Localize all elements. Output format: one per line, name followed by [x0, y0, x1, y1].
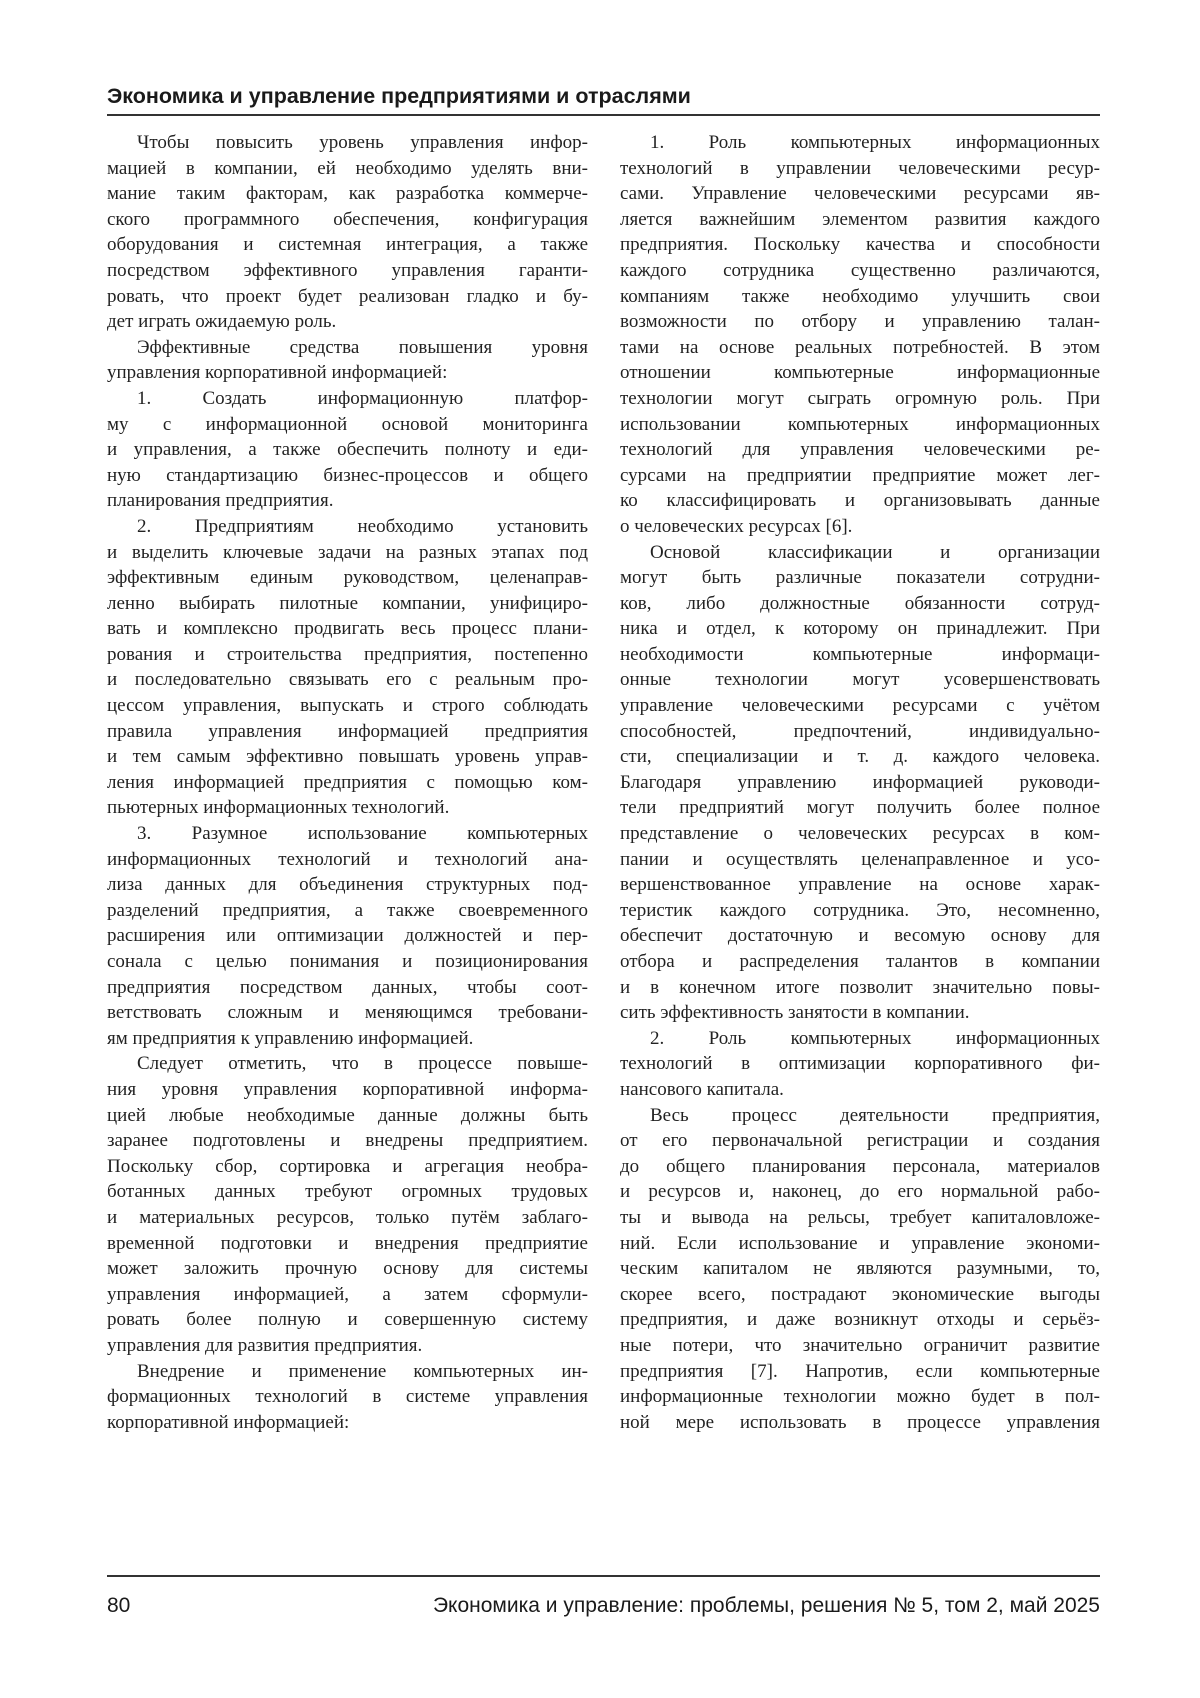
- text-line: вершенствованное управление на основе харак-: [620, 872, 1100, 898]
- text-line: ровать, что проект будет реализован гладко и бу-: [107, 284, 588, 310]
- text-line: ления информацией предприятия с помощью ком-: [107, 770, 588, 796]
- text-line: Чтобы повысить уровень управления инфор-: [107, 130, 588, 156]
- right-column: [620, 130, 1100, 1435]
- text-line: технологий для управления человеческими ре-: [620, 437, 1100, 463]
- text-line: сить эффективность занятости в компании.: [620, 1000, 1100, 1026]
- text-line: Внедрение и применение компьютерных ин-: [107, 1359, 588, 1385]
- paragraph: [620, 1103, 1100, 1436]
- text-line: и ресурсов и, наконец, до его нормальной рабо-: [620, 1179, 1100, 1205]
- text-line: от его первоначальной регистрации и создания: [620, 1128, 1100, 1154]
- paragraph: [107, 335, 588, 386]
- paragraph: [107, 1051, 588, 1358]
- text-line: технологий в оптимизации корпоративного фи-: [620, 1051, 1100, 1077]
- text-line: технологий в управлении человеческими ресур-: [620, 156, 1100, 182]
- text-line: ляется важнейшим элементом развития каждого: [620, 207, 1100, 233]
- text-line: управления корпоративной информацией:: [107, 360, 588, 386]
- text-line: 1. Роль компьютерных информационных: [620, 130, 1100, 156]
- text-line: ветствовать сложным и меняющимся требовани-: [107, 1000, 588, 1026]
- text-line: ботанных данных требуют огромных трудовых: [107, 1179, 588, 1205]
- text-line: сти, специализации и т. д. каждого человека.: [620, 744, 1100, 770]
- text-line: ко классифицировать и организовывать данные: [620, 488, 1100, 514]
- paragraph: [107, 1359, 588, 1436]
- text-line: вать и комплексно продвигать весь процесс плани-: [107, 616, 588, 642]
- text-line: ной мере использовать в процессе управления: [620, 1410, 1100, 1436]
- paragraph: [107, 514, 588, 821]
- text-line: необходимости компьютерные информаци-: [620, 642, 1100, 668]
- page-number: 80: [107, 1594, 130, 1618]
- text-line: заранее подготовлены и внедрены предприятием.: [107, 1128, 588, 1154]
- text-line: информационные технологии можно будет в пол-: [620, 1384, 1100, 1410]
- text-line: Следует отметить, что в процессе повыше-: [107, 1051, 588, 1077]
- paragraph: [620, 540, 1100, 1026]
- text-line: управления информацией, а затем сформули-: [107, 1282, 588, 1308]
- text-line: Эффективные средства повышения уровня: [107, 335, 588, 361]
- text-line: дет играть ожидаемую роль.: [107, 309, 588, 335]
- text-line: онные технологии могут усовершенствовать: [620, 667, 1100, 693]
- text-line: Весь процесс деятельности предприятия,: [620, 1103, 1100, 1129]
- text-line: скорее всего, пострадают экономические выгоды: [620, 1282, 1100, 1308]
- text-line: предприятия [7]. Напротив, если компьютерные: [620, 1359, 1100, 1385]
- text-line: корпоративной информацией:: [107, 1410, 588, 1436]
- text-line: предприятия. Поскольку качества и способности: [620, 232, 1100, 258]
- text-line: до общего планирования персонала, материалов: [620, 1154, 1100, 1180]
- text-line: 3. Разумное использование компьютерных: [107, 821, 588, 847]
- text-line: возможности по отбору и управлению талан-: [620, 309, 1100, 335]
- text-line: Поскольку сбор, сортировка и агрегация необра-: [107, 1154, 588, 1180]
- text-line: предприятия посредством данных, чтобы соот-: [107, 975, 588, 1001]
- text-line: управления для развития предприятия.: [107, 1333, 588, 1359]
- text-line: каждого сотрудника существенно различаются,: [620, 258, 1100, 284]
- text-line: мание таким факторам, как разработка коммерче-: [107, 181, 588, 207]
- journal-citation: Экономика и управление: проблемы, решения № 5, том 2, май 2025: [433, 1594, 1100, 1618]
- text-line: правила управления информацией предприятия: [107, 719, 588, 745]
- text-line: информационных технологий и технологий ана-: [107, 847, 588, 873]
- footer-rule: [107, 1575, 1100, 1577]
- text-line: теристик каждого сотрудника. Это, несомненно,: [620, 898, 1100, 924]
- text-line: расширения или оптимизации должностей и пер-: [107, 923, 588, 949]
- text-line: ровать более полную и совершенную систему: [107, 1307, 588, 1333]
- text-line: и тем самым эффективно повышать уровень управ-: [107, 744, 588, 770]
- running-header: Экономика и управление предприятиями и отраслями: [107, 84, 691, 109]
- text-line: тели предприятий могут получить более полное: [620, 795, 1100, 821]
- text-line: 1. Создать информационную платфор-: [107, 386, 588, 412]
- text-line: посредством эффективного управления гаранти-: [107, 258, 588, 284]
- text-line: ные потери, что значительно ограничит развитие: [620, 1333, 1100, 1359]
- text-line: и в конечном итоге позволит значительно повы-: [620, 975, 1100, 1001]
- text-line: ний. Если использование и управление экономи-: [620, 1231, 1100, 1257]
- text-line: о человеческих ресурсах [6].: [620, 514, 1100, 540]
- text-line: сами. Управление человеческими ресурсами яв-: [620, 181, 1100, 207]
- text-line: временной подготовки и внедрения предприятие: [107, 1231, 588, 1257]
- paragraph: [107, 386, 588, 514]
- text-line: лиза данных для объединения структурных под-: [107, 872, 588, 898]
- text-line: формационных технологий в системе управления: [107, 1384, 588, 1410]
- text-line: пании и осуществлять целенаправленное и усо-: [620, 847, 1100, 873]
- text-line: могут быть различные показатели сотрудни-: [620, 565, 1100, 591]
- text-line: и управления, а также обеспечить полноту и еди-: [107, 437, 588, 463]
- text-line: и последовательно связывать его с реальным про-: [107, 667, 588, 693]
- paragraph: [620, 130, 1100, 540]
- text-line: планирования предприятия.: [107, 488, 588, 514]
- text-line: разделений предприятия, а также своевременного: [107, 898, 588, 924]
- text-line: предприятия, и даже возникнут отходы и серьёз-: [620, 1307, 1100, 1333]
- text-line: цией любые необходимые данные должны быть: [107, 1103, 588, 1129]
- text-line: Основой классификации и организации: [620, 540, 1100, 566]
- text-line: обеспечит достаточную и весомую основу для: [620, 923, 1100, 949]
- text-line: использовании компьютерных информационных: [620, 412, 1100, 438]
- text-line: эффективным единым руководством, целенаправ-: [107, 565, 588, 591]
- text-line: оборудования и системная интеграция, а также: [107, 232, 588, 258]
- text-line: ты и вывода на рельсы, требует капиталовложе-: [620, 1205, 1100, 1231]
- text-line: ков, либо должностные обязанности сотруд-: [620, 591, 1100, 617]
- text-line: ям предприятия к управлению информацией.: [107, 1026, 588, 1052]
- text-line: компаниям также необходимо улучшить свои: [620, 284, 1100, 310]
- text-line: представление о человеческих ресурсах в ком-: [620, 821, 1100, 847]
- text-line: управление человеческими ресурсами с учётом: [620, 693, 1100, 719]
- text-line: ского программного обеспечения, конфигурация: [107, 207, 588, 233]
- text-line: пьютерных информационных технологий.: [107, 795, 588, 821]
- text-line: сурсами на предприятии предприятие может лег-: [620, 463, 1100, 489]
- text-line: технологии могут сыграть огромную роль. При: [620, 386, 1100, 412]
- paragraph: [107, 130, 588, 335]
- text-line: и материальных ресурсов, только путём заблаго-: [107, 1205, 588, 1231]
- text-line: 2. Роль компьютерных информационных: [620, 1026, 1100, 1052]
- text-line: ния уровня управления корпоративной информа-: [107, 1077, 588, 1103]
- text-line: ника и отдел, к которому он принадлежит. При: [620, 616, 1100, 642]
- text-line: 2. Предприятиям необходимо установить: [107, 514, 588, 540]
- paragraph: [107, 821, 588, 1051]
- text-line: ную стандартизацию бизнес-процессов и общего: [107, 463, 588, 489]
- text-line: му с информационной основой мониторинга: [107, 412, 588, 438]
- paragraph: [620, 1026, 1100, 1103]
- text-line: отношении компьютерные информационные: [620, 360, 1100, 386]
- text-line: ленно выбирать пилотные компании, унифициро-: [107, 591, 588, 617]
- header-rule: [107, 114, 1100, 116]
- text-line: тами на основе реальных потребностей. В этом: [620, 335, 1100, 361]
- text-line: и выделить ключевые задачи на разных этапах под: [107, 540, 588, 566]
- text-line: мацией в компании, ей необходимо уделять вни-: [107, 156, 588, 182]
- text-line: нансового капитала.: [620, 1077, 1100, 1103]
- left-column: [107, 130, 588, 1435]
- text-line: рования и строительства предприятия, постепенно: [107, 642, 588, 668]
- text-line: цессом управления, выпускать и строго соблюдать: [107, 693, 588, 719]
- text-line: Благодаря управлению информацией руководи-: [620, 770, 1100, 796]
- text-line: ческим капиталом не являются разумными, то,: [620, 1256, 1100, 1282]
- text-line: способностей, предпочтений, индивидуально-: [620, 719, 1100, 745]
- text-line: отбора и распределения талантов в компании: [620, 949, 1100, 975]
- text-line: сонала с целью понимания и позиционирования: [107, 949, 588, 975]
- text-line: может заложить прочную основу для системы: [107, 1256, 588, 1282]
